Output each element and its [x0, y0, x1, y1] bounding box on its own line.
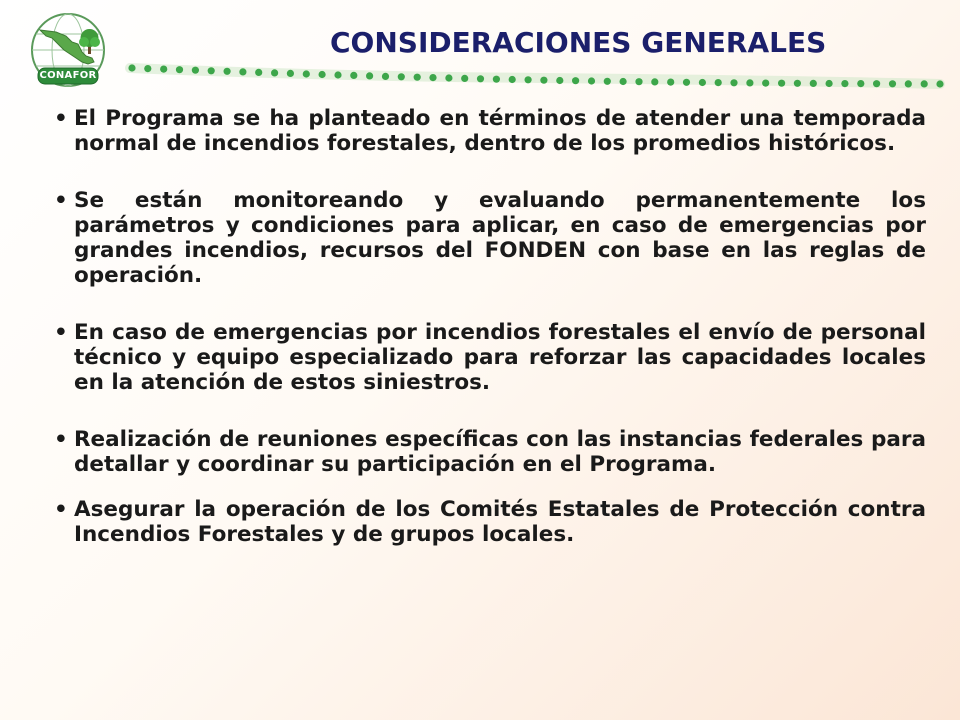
bullet-dot-icon: •: [54, 188, 68, 213]
rule-dot: [525, 76, 532, 83]
rule-dot: [794, 80, 801, 87]
bullet-text-1: El Programa se ha planteado en términos de atender una temporada normal de incendios forestales, dentro de los promedios históricos.: [74, 106, 926, 156]
rule-dot: [873, 80, 880, 87]
rule-dot: [810, 80, 817, 87]
rule-dot: [160, 66, 167, 73]
rule-dot: [651, 78, 658, 85]
bullet-list: [52, 106, 926, 547]
rule-dot: [319, 71, 326, 78]
rule-dot: [255, 69, 262, 76]
rule-dot: [208, 67, 215, 74]
bullet-dot-icon: •: [54, 497, 68, 522]
rule-dot: [176, 66, 183, 73]
rule-dot: [889, 80, 896, 87]
bullet-text-5: Asegurar la operación de los Comités Estatales de Protección contra Incendios Forestales y de grupos locales.: [74, 497, 926, 547]
dotted-green-arc-icon: [120, 58, 950, 98]
bullet-item-5: [52, 497, 926, 547]
rule-dot: [429, 74, 436, 81]
rule-dot: [604, 78, 611, 85]
bullet-item-3: [52, 320, 926, 395]
rule-dot: [192, 67, 199, 74]
bullet-text-3: En caso de emergencias por incendios forestales el envío de personal técnico y equipo especializado para reforzar las capacidades locales en la atención de estos siniestros.: [74, 320, 926, 395]
rule-dot: [303, 70, 310, 77]
rule-dot: [715, 79, 722, 86]
logo-label: CONAFOR: [39, 70, 97, 81]
rule-dot: [366, 72, 373, 79]
rule-dot: [730, 79, 737, 86]
rule-dot: [144, 65, 151, 72]
rule-dot: [762, 80, 769, 87]
rule-dot: [699, 79, 706, 86]
rule-dot: [493, 76, 500, 83]
rule-dot: [857, 80, 864, 87]
bullet-item-4: [52, 427, 926, 477]
rule-dot: [239, 68, 246, 75]
rule-dot: [334, 71, 341, 78]
rule-dot: [382, 73, 389, 80]
rule-dot: [445, 74, 452, 81]
bullet-item-1: [52, 106, 926, 156]
bullet-item-2: [52, 188, 926, 288]
rule-dot: [746, 79, 753, 86]
rule-dot: [224, 68, 231, 75]
rule-dot: [841, 80, 848, 87]
page-title: CONSIDERACIONES GENERALES: [330, 26, 827, 59]
bullet-dot-icon: •: [54, 320, 68, 345]
rule-dot: [461, 75, 468, 82]
rule-dot: [905, 80, 912, 87]
rule-dot: [667, 79, 674, 86]
bullet-dot-icon: •: [54, 106, 68, 131]
rule-dot: [556, 77, 563, 84]
rule-dot: [477, 75, 484, 82]
rule-dot: [778, 80, 785, 87]
bullet-dot-icon: •: [54, 427, 68, 452]
rule-dot: [572, 77, 579, 84]
rule-dot: [398, 73, 405, 80]
rule-dot: [509, 76, 516, 83]
rule-dot: [921, 80, 928, 87]
rule-dot: [414, 74, 421, 81]
rule-dot: [540, 77, 547, 84]
rule-dot: [128, 64, 135, 71]
rule-dot: [936, 80, 943, 87]
rule-dot: [635, 78, 642, 85]
bullet-text-2: Se están monitoreando y evaluando permanentemente los parámetros y condiciones para aplicar, en caso de emergencias por grandes incendios, recursos del FONDEN con base en las reglas de operación.: [74, 188, 926, 288]
rule-dot: [683, 79, 690, 86]
rule-dot: [620, 78, 627, 85]
rule-dot: [271, 69, 278, 76]
rule-dot: [588, 77, 595, 84]
rule-dot: [287, 70, 294, 77]
rule-dot: [826, 80, 833, 87]
rule-dot: [350, 72, 357, 79]
bullet-text-4: Realización de reuniones específicas con las instancias federales para detallar y coordinar su participación en el Programa.: [74, 427, 926, 477]
conafor-logo-icon: [16, 12, 120, 92]
